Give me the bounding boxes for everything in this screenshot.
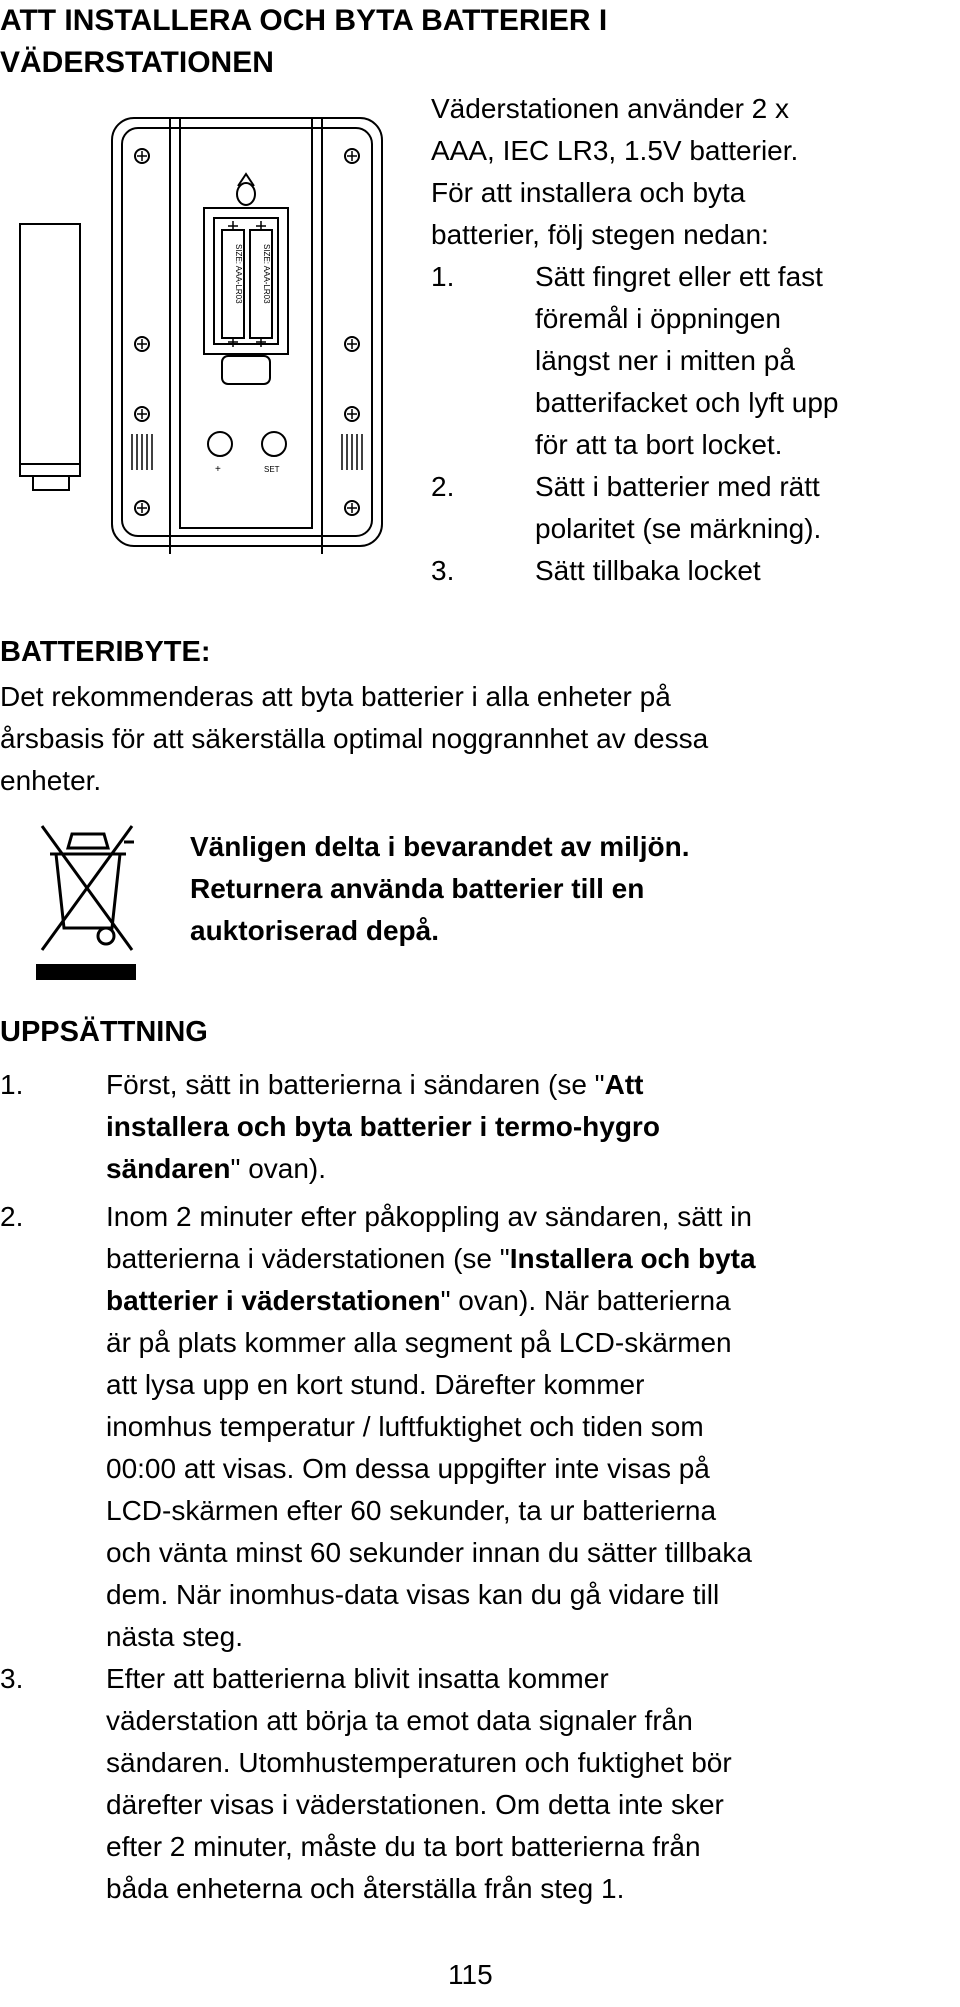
battery-cover-tab — [222, 356, 270, 384]
step-text: " ovan). — [230, 1153, 327, 1184]
step-text-bold: installera och byta batterier i termo-hygro — [106, 1111, 660, 1142]
intro-line: Väderstationen använder 2 x — [431, 93, 790, 124]
weather-station-back-figure — [0, 104, 420, 554]
step-text-bold: sändaren — [106, 1153, 231, 1184]
install-step-3 — [431, 550, 951, 592]
setup-step-1 — [0, 1064, 960, 1190]
page-title — [0, 0, 960, 84]
set-button-icon — [262, 432, 286, 456]
step-text: inomhus temperatur / luftfuktighet och tiden som — [106, 1411, 704, 1442]
install-step-2 — [431, 466, 951, 550]
step-text: och vänta minst 60 sekunder innan du sätter tillbaka — [106, 1537, 752, 1568]
step-number: 2. — [431, 471, 455, 502]
plus-button-icon — [208, 432, 232, 456]
step-line: batterifacket och lyft upp — [535, 387, 839, 418]
step-text: batterierna i väderstationen (se " — [106, 1243, 510, 1274]
step-text-bold: batterier i väderstationen — [106, 1285, 441, 1316]
device-back-inner — [122, 128, 372, 536]
step-number: 3. — [0, 1663, 24, 1694]
battery-change-line: enheter. — [0, 765, 102, 796]
step-text: dem. När inomhus-data visas kan du gå vidare till — [106, 1579, 720, 1610]
step-number: 1. — [0, 1069, 24, 1100]
intro-line: AAA, IEC LR3, 1.5V batterier. — [431, 135, 799, 166]
step-text: Efter att batterierna blivit insatta kommer — [106, 1663, 609, 1694]
device-side-view — [20, 224, 80, 490]
step-text: Inom 2 minuter efter påkoppling av sändaren, sätt in — [106, 1201, 752, 1232]
step-text: sändaren. Utomhustemperaturen och fuktighet bör — [106, 1747, 732, 1778]
step-line: föremål i öppningen — [535, 303, 781, 334]
step-text-bold: Att — [604, 1069, 644, 1100]
button-set-label: SET — [264, 465, 280, 474]
battery-change-text — [0, 676, 708, 802]
step-text: LCD-skärmen efter 60 sekunder, ta ur batterierna — [106, 1495, 717, 1526]
hanging-hole — [237, 183, 255, 205]
battery-change-line: årsbasis för att säkerställa optimal noggrannhet av dessa — [0, 723, 709, 754]
button-plus-label: + — [215, 464, 221, 475]
recycle-line: auktoriserad depå. — [190, 915, 439, 946]
step-line: för att ta bort locket. — [535, 429, 783, 460]
step-line: Sätt fingret eller ett fast — [535, 261, 823, 292]
step-line: polaritet (se märkning). — [535, 513, 822, 544]
battery-compartment — [204, 208, 288, 354]
battery-label-2: SIZE: AAA-LR03 — [262, 244, 271, 304]
step-number: 2. — [0, 1201, 24, 1232]
battery-change-heading: BATTERIBYTE: — [0, 636, 211, 668]
step-text: nästa steg. — [106, 1621, 243, 1652]
setup-heading: UPPSÄTTNING — [0, 1016, 208, 1048]
title-line-2: VÄDERSTATIONEN — [0, 46, 274, 79]
step-number: 3. — [431, 555, 455, 586]
step-text: 00:00 att visas. Om dessa uppgifter inte visas på — [106, 1453, 710, 1484]
step-text: väderstation att börja ta emot data signaler från — [106, 1705, 693, 1736]
weee-crossed-bin-icon — [34, 818, 138, 980]
intro-line: batterier, följ stegen nedan: — [431, 219, 769, 250]
setup-step-3 — [0, 1658, 960, 1910]
recycle-line: Returnera använda batterier till en — [190, 873, 645, 904]
step-text: " ovan). När batterierna — [440, 1285, 731, 1316]
step-number: 1. — [431, 261, 455, 292]
recycle-line: Vänligen delta i bevarandet av miljön. — [190, 831, 690, 862]
intro-text — [431, 88, 798, 256]
step-line: Sätt i batterier med rätt — [535, 471, 820, 502]
step-text: att lysa upp en kort stund. Därefter kommer — [106, 1369, 645, 1400]
step-line: längst ner i mitten på — [535, 345, 795, 376]
step-line: Sätt tillbaka locket — [535, 555, 761, 586]
step-text: båda enheterna och återställa från steg 1. — [106, 1873, 625, 1904]
step-text: därefter visas i väderstationen. Om detta inte sker — [106, 1789, 724, 1820]
step-text: är på plats kommer alla segment på LCD-skärmen — [106, 1327, 732, 1358]
battery-change-line: Det rekommenderas att byta batterier i alla enheter på — [0, 681, 671, 712]
title-line-1: ATT INSTALLERA OCH BYTA BATTERIER I — [0, 4, 608, 37]
setup-step-2 — [0, 1196, 960, 1658]
intro-line: För att installera och byta — [431, 177, 746, 208]
step-text-bold: Installera och byta — [509, 1243, 756, 1274]
page-number: 115 — [448, 1959, 493, 1990]
battery-label-1: SIZE: AAA-LR03 — [234, 244, 243, 304]
install-step-1 — [431, 256, 951, 466]
step-text: efter 2 minuter, måste du ta bort batterierna från — [106, 1831, 701, 1862]
step-text: Först, sätt in batterierna i sändaren (se " — [106, 1069, 605, 1100]
recycle-notice — [190, 826, 689, 952]
